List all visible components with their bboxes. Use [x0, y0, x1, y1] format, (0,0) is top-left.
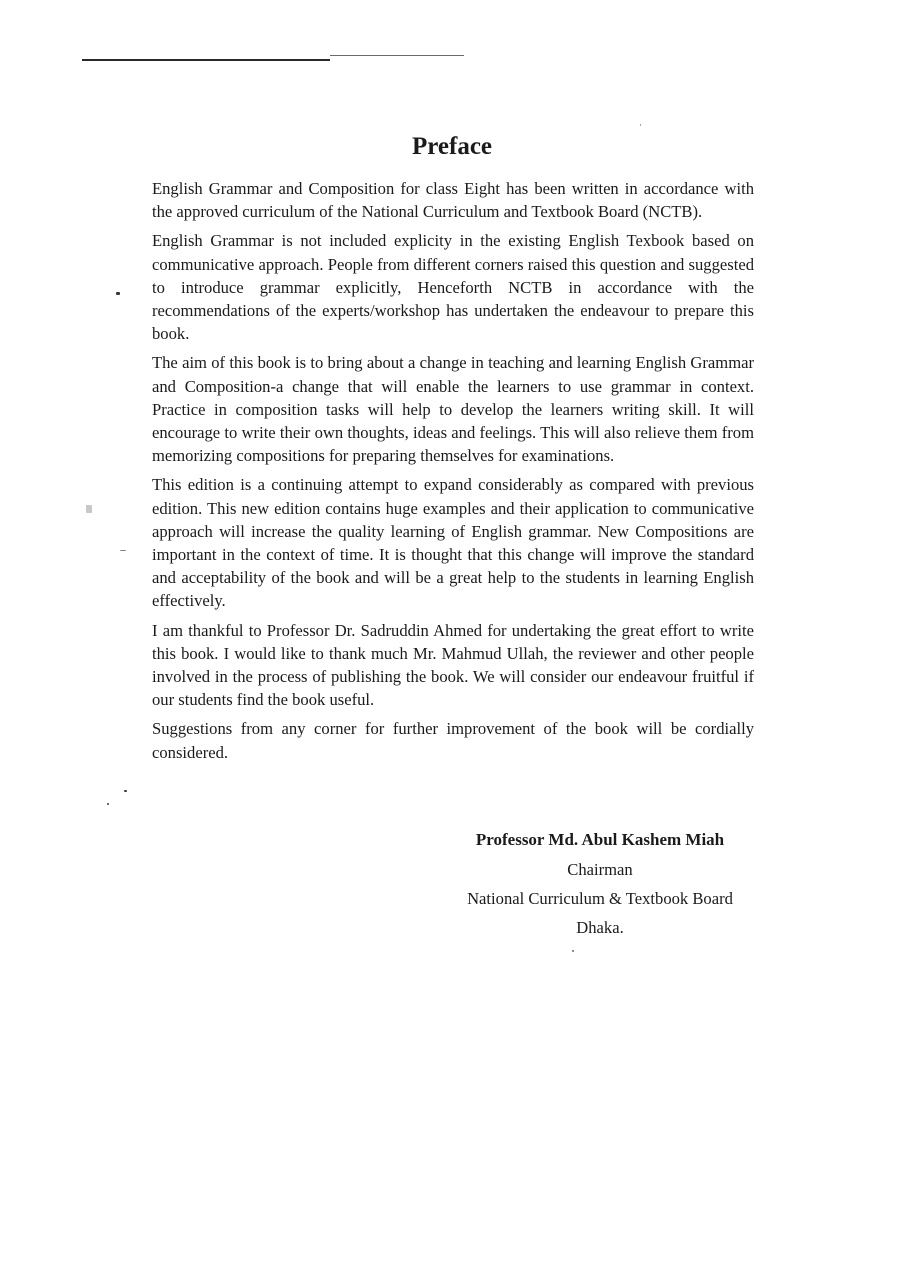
signature-organization: National Curriculum & Textbook Board	[467, 889, 733, 908]
signature-name: Professor Md. Abul Kashem Miah	[475, 830, 725, 849]
page-title-text: Preface	[411, 133, 493, 160]
scan-speck	[124, 790, 127, 792]
preface-body	[152, 177, 754, 770]
signature-block	[440, 828, 760, 945]
header-rule-line-thin	[330, 55, 464, 56]
signature-role: Chairman	[567, 860, 633, 879]
scan-speck	[640, 124, 641, 126]
scan-speck	[86, 505, 92, 513]
scan-speck	[572, 950, 574, 952]
signature-city: Dhaka.	[576, 918, 624, 937]
paragraph-aim: The aim of this book is to bring about a change in teaching and learning English Grammar and Composition-a change that will enable the learners to use grammar in context. Practice in composition tasks will help to develop the learners writing skill. It will encourage to write their own thoughts, ideas and feelings. This will also relieve them from memorizing compositions for preparing themselves for examinations.	[152, 353, 754, 466]
paragraph-thanks: I am thankful to Professor Dr. Sadruddin Ahmed for undertaking the great effort to write this book. I would like to thank much Mr. Mahmud Ullah, the reviewer and other people involved in the process of publishing the book. We will consider our endeavour fruitful if our students find the book useful.	[152, 620, 754, 710]
paragraph-suggestions: Suggestions from any corner for further improvement of the book will be cordially considered.	[152, 719, 754, 762]
page-title	[0, 133, 904, 161]
header-rule-line	[82, 59, 330, 61]
paragraph-edition: This edition is a continuing attempt to expand considerably as compared with previous edition. This new edition contains huge examples and their application to communicative approach will increase the quality learning of English grammar. New Compositions are important in the context of time. It is thought that this change will improve the standard and acceptability of the book and will be a great help to the students in learning English effectively.	[152, 475, 754, 611]
scan-speck	[107, 803, 109, 805]
paragraph-background: English Grammar is not included explicity in the existing English Texbook based on communicative approach. People from different corners raised this question and suggested to introduce grammar explicitly, Henceforth NCTB in accordance with the recommendations of the experts/workshop has undertaken the endeavour to prepare this book.	[152, 231, 754, 344]
scan-speck	[120, 550, 126, 551]
scan-speck	[116, 292, 120, 295]
paragraph-intro: English Grammar and Composition for class Eight has been written in accordance with the approved curriculum of the National Curriculum and Textbook Board (NCTB).	[152, 179, 754, 222]
